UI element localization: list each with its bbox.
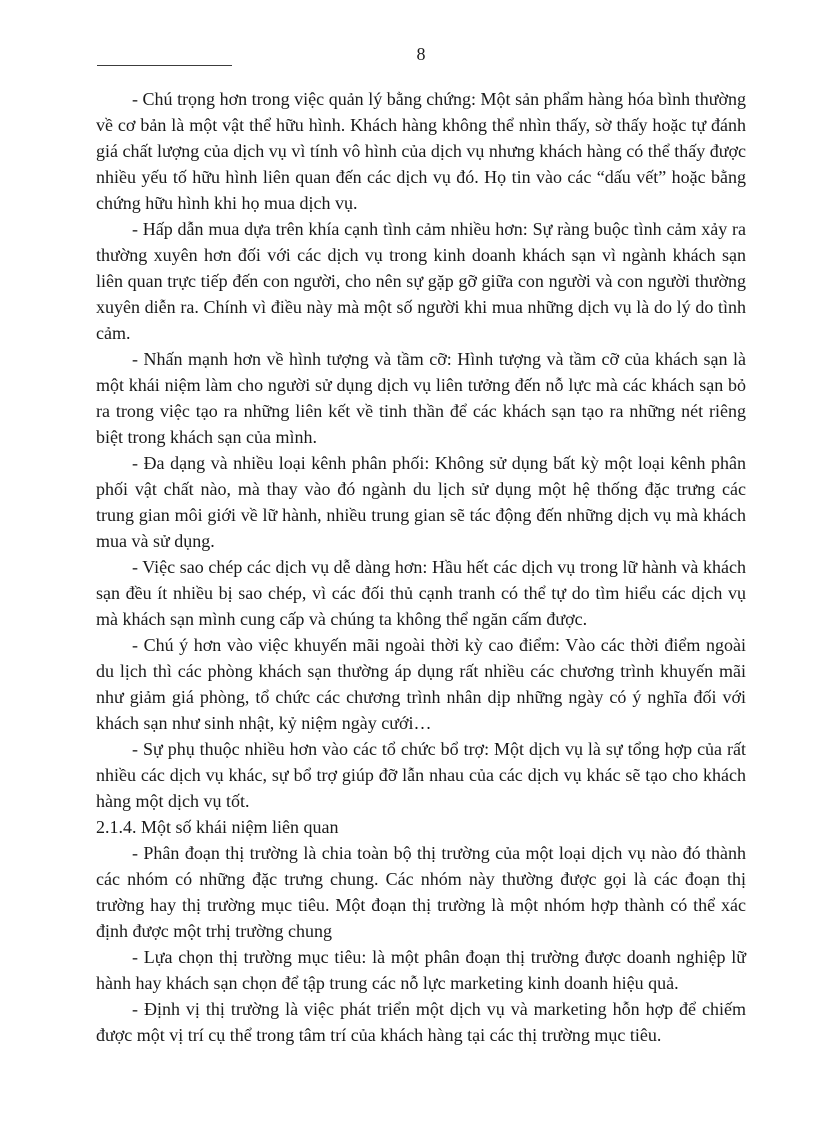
paragraph-service-copying: - Việc sao chép các dịch vụ dễ dàng hơn: Hầu hết các dịch vụ trong lữ hành và khách sạn đều ít nhiều bị sao chép, vì các đối thủ cạnh tranh có thể tự do tìm hiểu các dịch vụ mà khách sạn mình cung cấp và chúng ta không thể ngăn cấm được.	[96, 557, 746, 629]
paragraph-market-positioning: - Định vị thị trường là việc phát triển một dịch vụ và marketing hỗn hợp để chiếm được một vị trí cụ thể trong tâm trí của khách hàng tại các thị trường mục tiêu.	[96, 999, 746, 1045]
paragraph-emotional-appeal: - Hấp dẫn mua dựa trên khía cạnh tình cảm nhiều hơn: Sự ràng buộc tình cảm xảy ra thường xuyên hơn đối với các dịch vụ trong kinh doanh khách sạn vì ngành khách sạn liên quan trực tiếp đến con người, cho nên sự gặp gỡ giữa con người và con người thường xuyên diễn ra. Chính vì điều này mà một số người khi mua những dịch vụ là do lý do tình cảm.	[96, 219, 746, 343]
page-number: 8	[416, 44, 426, 64]
paragraph-market-segmentation: - Phân đoạn thị trường là chia toàn bộ thị trường của một loại dịch vụ nào đó thành các nhóm có những đặc trưng chung. Các nhóm này thường được gọi là các đoạn thị trường hay thị trường mục tiêu. Một đoạn thị trường là một nhóm hợp thành có thể xác định được một trhị trường chung	[96, 843, 746, 941]
paragraph-image-and-scale: - Nhấn mạnh hơn về hình tượng và tầm cỡ: Hình tượng và tầm cỡ của khách sạn là một khái niệm làm cho người sử dụng dịch vụ liên tưởng đến nỗ lực mà các khách sạn bỏ ra trong việc tạo ra những liên kết về tinh thần để các khách sạn tạo ra những nét riêng biệt trong khách sạn của mình.	[96, 349, 746, 447]
paragraph-offpeak-promotion: - Chú ý hơn vào việc khuyến mãi ngoài thời kỳ cao điểm: Vào các thời điểm ngoài du lịch thì các phòng khách sạn thường áp dụng rất nhiều các chương trình khuyến mãi như giảm giá phòng, tổ chức các chương trình nhân dịp những ngày có ý nghĩa đối với khách sạn như sinh nhật, kỷ niệm ngày cưới…	[96, 635, 746, 733]
section-heading-2-1-4: 2.1.4. Một số khái niệm liên quan	[96, 817, 339, 837]
paragraph-supporting-organizations: - Sự phụ thuộc nhiều hơn vào các tổ chức bổ trợ: Một dịch vụ là sự tổng hợp của rất nhiều các dịch vụ khác, sự bổ trợ giúp đỡ lẫn nhau của các dịch vụ khác sẽ tạo cho khách hàng một dịch vụ tốt.	[96, 739, 746, 811]
paragraph-distribution-channels: - Đa dạng và nhiều loại kênh phân phối: Không sử dụng bất kỳ một loại kênh phân phối vật chất nào, mà thay vào đó ngành du lịch sử dụng một hệ thống đặc trưng các trung gian môi giới về lữ hành, nhiều trung gian sẽ tác động đến những dịch vụ mà khách mua và sử dụng.	[96, 453, 746, 551]
document-body	[96, 86, 746, 1048]
header-rule	[97, 65, 232, 66]
paragraph-evidence-management: - Chú trọng hơn trong việc quản lý bằng chứng: Một sản phẩm hàng hóa bình thường về cơ bản là một vật thể hữu hình. Khách hàng không thể nhìn thấy, sờ thấy hoặc tự đánh giá chất lượng của dịch vụ vì tính vô hình của dịch vụ nhưng khách hàng có thể thấy được nhiều yếu tố hữu hình liên quan đến các dịch vụ đó. Họ tin vào các “dấu vết” hoặc bằng chứng hữu hình khi họ mua dịch vụ.	[96, 89, 746, 213]
paragraph-target-market-selection: - Lựa chọn thị trường mục tiêu: là một phân đoạn thị trường được doanh nghiệp lữ hành hay khách sạn chọn để tập trung các nỗ lực marketing kinh doanh hiệu quả.	[96, 947, 746, 993]
